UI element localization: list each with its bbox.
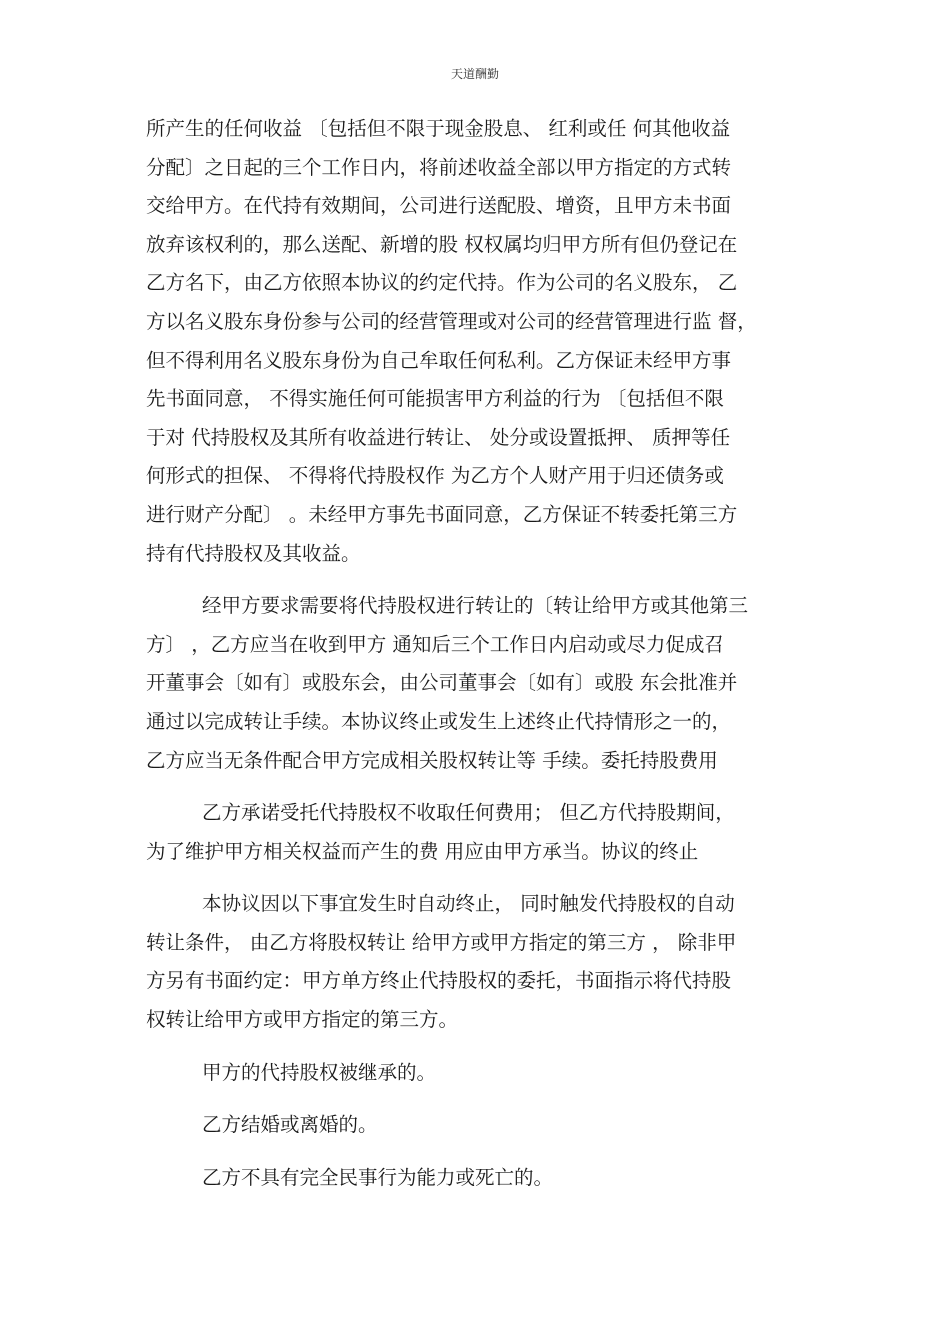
text-line: 先书面同意， 不得实施任何可能损害甲方利益的行为 〔包括但不限 (146, 387, 724, 411)
text-line: 方以名义股东身份参与公司的经营管理或对公司的经营管理进行监 督， (146, 309, 757, 333)
text-line: 开董事会〔如有〕或股东会，由公司董事会〔如有〕或股 东会批准并 (146, 671, 738, 695)
text-line: 何形式的担保、 不得将代持股权作 为乙方个人财产用于归还债务或 (146, 464, 724, 488)
text-line: 但不得利用名义股东身份为自己牟取任何私利。乙方保证未经甲方事 (146, 348, 732, 372)
text-line: 方〕 ，乙方应当在收到甲方 通知后三个工作日内启动或尽力促成召 (146, 632, 724, 656)
text-line: 本协议因以下事宜发生时自动终止， 同时触发代持股权的自动 (202, 892, 735, 916)
paragraph (146, 794, 812, 871)
paragraph (146, 1106, 812, 1145)
text-line: 转让条件， 由乙方将股权转让 给甲方或甲方指定的第三方 ， 除非甲 (146, 930, 737, 954)
text-line: 经甲方要求需要将代持股权进行转让的〔转让给甲方或其他第三 (202, 594, 749, 618)
text-line: 方另有书面约定：甲方单方终止代持股权的委托，书面指示将代持股 (146, 969, 732, 993)
text-line: 持有代持股权及其收益。 (146, 541, 361, 565)
text-line: 放弃该权利的，那么送配、新增的股 权权属均归甲方所有但仍登记在 (146, 232, 738, 256)
text-line: 乙方名下，由乙方依照本协议的约定代持。作为公司的名义股东， 乙 (146, 271, 738, 295)
document-body (146, 110, 812, 1197)
paragraph-gap (146, 1145, 812, 1159)
text-line: 乙方应当无条件配合甲方完成相关股权转让等 手续。委托持股费用 (146, 748, 718, 772)
text-line: 交给甲方。在代持有效期间，公司进行送配股、增资，且甲方未书面 (146, 194, 732, 218)
paragraph-gap (146, 780, 812, 794)
text-line: 乙方不具有完全民事行为能力或死亡的。 (202, 1165, 554, 1189)
paragraph-gap (146, 573, 812, 587)
paragraph (146, 587, 812, 780)
text-line: 于对 代持股权及其所有收益进行转让、 处分或设置抵押、 质押等任 (146, 425, 731, 449)
text-line: 甲方的代持股权被继承的。 (202, 1060, 437, 1084)
text-line: 为了维护甲方相关权益而产生的费 用应由甲方承当。协议的终止 (146, 839, 699, 863)
paragraph (146, 885, 812, 1039)
page-header: 天道酬勤 (450, 67, 499, 81)
paragraph-gap (146, 1092, 812, 1106)
paragraph (146, 110, 812, 573)
paragraph (146, 1159, 812, 1198)
text-line: 所产生的任何收益 〔包括但不限于现金股息、 红利或任 何其他收益 (146, 117, 731, 140)
paragraph-gap (146, 1040, 812, 1054)
text-line: 进行财产分配〕 。未经甲方事先书面同意，乙方保证不转委托第三方 (146, 502, 738, 526)
paragraph (146, 1054, 812, 1093)
text-line: 乙方承诺受托代持股权不收取任何费用； 但乙方代持股期间， (202, 801, 735, 825)
text-line: 分配〕之日起的三个工作日内，将前述收益全部以甲方指定的方式转 (146, 155, 732, 179)
text-line: 权转让给甲方或甲方指定的第三方。 (146, 1008, 459, 1032)
paragraph-gap (146, 871, 812, 885)
text-line: 通过以完成转让手续。本协议终止或发生上述终止代持情形之一的， (146, 709, 732, 733)
text-line: 乙方结婚或离婚的。 (202, 1113, 378, 1137)
